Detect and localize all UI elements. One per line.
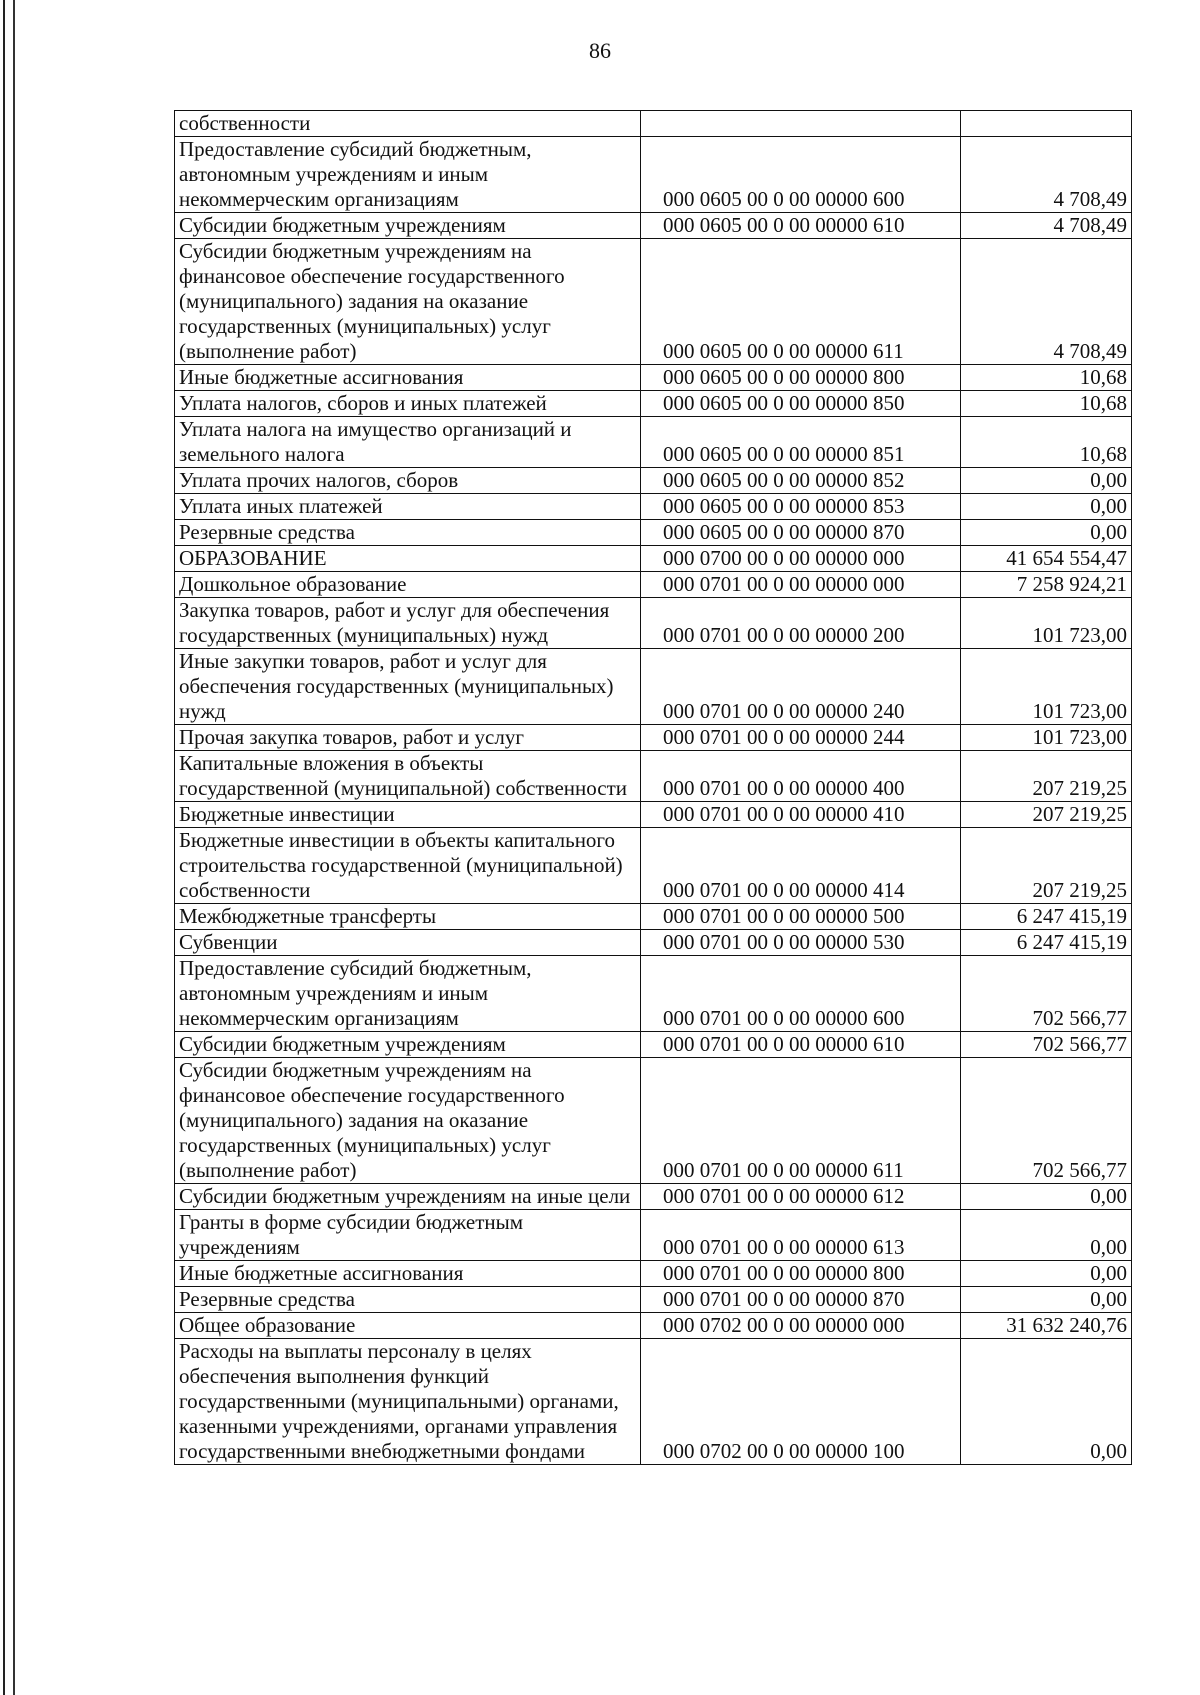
- amount-cell: 4 708,49: [961, 213, 1132, 239]
- table-row: [175, 1313, 1132, 1339]
- amount-cell: 10,68: [961, 365, 1132, 391]
- budget-code-cell: 000 0605 00 0 00 00000 853: [641, 494, 961, 520]
- table-row: [175, 213, 1132, 239]
- expense-name-cell: Резервные средства: [175, 520, 641, 546]
- table-row: [175, 1184, 1132, 1210]
- scan-edge-line: [13, 0, 15, 1695]
- amount-cell: 207 219,25: [961, 802, 1132, 828]
- amount-cell: 10,68: [961, 417, 1132, 468]
- table-row: [175, 725, 1132, 751]
- budget-code-cell: 000 0701 00 0 00 00000 600: [641, 956, 961, 1032]
- budget-code-cell: 000 0701 00 0 00 00000 611: [641, 1058, 961, 1184]
- budget-code-cell: 000 0701 00 0 00 00000 800: [641, 1261, 961, 1287]
- expense-name-cell: Субсидии бюджетным учреждениям на иные цели: [175, 1184, 641, 1210]
- table-row: [175, 828, 1132, 904]
- table-row: [175, 546, 1132, 572]
- budget-code-cell: 000 0605 00 0 00 00000 870: [641, 520, 961, 546]
- table-row: [175, 1210, 1132, 1261]
- expense-name-cell: Дошкольное образование: [175, 572, 641, 598]
- expense-name-cell: Субсидии бюджетным учреждениям: [175, 1032, 641, 1058]
- amount-cell: 4 708,49: [961, 137, 1132, 213]
- expense-name-cell: Субсидии бюджетным учреждениям: [175, 213, 641, 239]
- table-row: [175, 956, 1132, 1032]
- expense-name-cell: Уплата налогов, сборов и иных платежей: [175, 391, 641, 417]
- expense-name-cell: Предоставление субсидий бюджетным, автономным учреждениям и иным некоммерческим организациям: [175, 137, 641, 213]
- budget-code-cell: 000 0701 00 0 00 00000 612: [641, 1184, 961, 1210]
- expense-name-cell: Расходы на выплаты персоналу в целях обеспечения выполнения функций государственными (муниципальными) органами, казенными учреждениями, органами управления государственными внебюджетными фондами: [175, 1339, 641, 1465]
- amount-cell: 0,00: [961, 494, 1132, 520]
- budget-code-cell: 000 0701 00 0 00 00000 414: [641, 828, 961, 904]
- amount-cell: 4 708,49: [961, 239, 1132, 365]
- expense-name-cell: Закупка товаров, работ и услуг для обеспечения государственных (муниципальных) нужд: [175, 598, 641, 649]
- amount-cell: 7 258 924,21: [961, 572, 1132, 598]
- budget-code-cell: 000 0701 00 0 00 00000 870: [641, 1287, 961, 1313]
- budget-code-cell: 000 0605 00 0 00 00000 610: [641, 213, 961, 239]
- expense-name-cell: Межбюджетные трансферты: [175, 904, 641, 930]
- expense-name-cell: Гранты в форме субсидии бюджетным учреждениям: [175, 1210, 641, 1261]
- budget-code-cell: 000 0701 00 0 00 00000 400: [641, 751, 961, 802]
- amount-cell: 0,00: [961, 468, 1132, 494]
- budget-code-cell: 000 0605 00 0 00 00000 850: [641, 391, 961, 417]
- table-row: [175, 598, 1132, 649]
- amount-cell: 6 247 415,19: [961, 904, 1132, 930]
- table-row: [175, 572, 1132, 598]
- expense-name-cell: Предоставление субсидий бюджетным, автономным учреждениям и иным некоммерческим организациям: [175, 956, 641, 1032]
- expense-name-cell: Иные бюджетные ассигнования: [175, 1261, 641, 1287]
- expense-name-cell: Субвенции: [175, 930, 641, 956]
- budget-code-cell: 000 0605 00 0 00 00000 800: [641, 365, 961, 391]
- amount-cell: 702 566,77: [961, 1058, 1132, 1184]
- table-row: [175, 1261, 1132, 1287]
- amount-cell: 0,00: [961, 520, 1132, 546]
- amount-cell: 101 723,00: [961, 598, 1132, 649]
- table-row: [175, 904, 1132, 930]
- budget-table: [174, 110, 1132, 1465]
- amount-cell: 0,00: [961, 1261, 1132, 1287]
- table-row: [175, 520, 1132, 546]
- table-row: [175, 494, 1132, 520]
- budget-code-cell: 000 0605 00 0 00 00000 851: [641, 417, 961, 468]
- amount-cell: 702 566,77: [961, 1032, 1132, 1058]
- budget-code-cell: [641, 111, 961, 137]
- amount-cell: 6 247 415,19: [961, 930, 1132, 956]
- table-row: [175, 1058, 1132, 1184]
- amount-cell: 0,00: [961, 1339, 1132, 1465]
- table-row: [175, 1339, 1132, 1465]
- amount-cell: 101 723,00: [961, 649, 1132, 725]
- amount-cell: 0,00: [961, 1210, 1132, 1261]
- expense-name-cell: ОБРАЗОВАНИЕ: [175, 546, 641, 572]
- expense-name-cell: Прочая закупка товаров, работ и услуг: [175, 725, 641, 751]
- budget-code-cell: 000 0605 00 0 00 00000 600: [641, 137, 961, 213]
- budget-code-cell: 000 0701 00 0 00 00000 530: [641, 930, 961, 956]
- expense-name-cell: Субсидии бюджетным учреждениям на финансовое обеспечение государственного (муниципального) задания на оказание государственных (муниципальных) услуг (выполнение работ): [175, 239, 641, 365]
- expense-name-cell: Субсидии бюджетным учреждениям на финансовое обеспечение государственного (муниципального) задания на оказание государственных (муниципальных) услуг (выполнение работ): [175, 1058, 641, 1184]
- table-row: [175, 417, 1132, 468]
- budget-code-cell: 000 0701 00 0 00 00000 613: [641, 1210, 961, 1261]
- amount-cell: 0,00: [961, 1287, 1132, 1313]
- table-row: [175, 365, 1132, 391]
- table-row: [175, 930, 1132, 956]
- expense-name-cell: Общее образование: [175, 1313, 641, 1339]
- table-row: [175, 137, 1132, 213]
- budget-code-cell: 000 0702 00 0 00 00000 000: [641, 1313, 961, 1339]
- amount-cell: 10,68: [961, 391, 1132, 417]
- expense-name-cell: Уплата прочих налогов, сборов: [175, 468, 641, 494]
- table-row: [175, 649, 1132, 725]
- amount-cell: 31 632 240,76: [961, 1313, 1132, 1339]
- amount-cell: 207 219,25: [961, 828, 1132, 904]
- amount-cell: 101 723,00: [961, 725, 1132, 751]
- expense-name-cell: Капитальные вложения в объекты государственной (муниципальной) собственности: [175, 751, 641, 802]
- amount-cell: 702 566,77: [961, 956, 1132, 1032]
- table-row: [175, 1032, 1132, 1058]
- budget-code-cell: 000 0605 00 0 00 00000 852: [641, 468, 961, 494]
- table-row: [175, 111, 1132, 137]
- expense-name-cell: Иные закупки товаров, работ и услуг для обеспечения государственных (муниципальных) нужд: [175, 649, 641, 725]
- expense-name-cell: Уплата налога на имущество организаций и земельного налога: [175, 417, 641, 468]
- scan-edge-line: [3, 0, 5, 1695]
- budget-code-cell: 000 0701 00 0 00 00000 244: [641, 725, 961, 751]
- amount-cell: 207 219,25: [961, 751, 1132, 802]
- expense-name-cell: Уплата иных платежей: [175, 494, 641, 520]
- expense-name-cell: Бюджетные инвестиции: [175, 802, 641, 828]
- budget-code-cell: 000 0701 00 0 00 00000 240: [641, 649, 961, 725]
- expense-name-cell: Иные бюджетные ассигнования: [175, 365, 641, 391]
- table-row: [175, 802, 1132, 828]
- table-row: [175, 391, 1132, 417]
- table-row: [175, 751, 1132, 802]
- budget-code-cell: 000 0701 00 0 00 00000 410: [641, 802, 961, 828]
- amount-cell: 41 654 554,47: [961, 546, 1132, 572]
- expense-name-cell: собственности: [175, 111, 641, 137]
- budget-code-cell: 000 0701 00 0 00 00000 500: [641, 904, 961, 930]
- amount-cell: 0,00: [961, 1184, 1132, 1210]
- budget-code-cell: 000 0700 00 0 00 00000 000: [641, 546, 961, 572]
- table-row: [175, 468, 1132, 494]
- amount-cell: [961, 111, 1132, 137]
- budget-code-cell: 000 0701 00 0 00 00000 610: [641, 1032, 961, 1058]
- expense-name-cell: Бюджетные инвестиции в объекты капитального строительства государственной (муниципальной) собственности: [175, 828, 641, 904]
- budget-code-cell: 000 0702 00 0 00 00000 100: [641, 1339, 961, 1465]
- budget-code-cell: 000 0701 00 0 00 00000 000: [641, 572, 961, 598]
- budget-code-cell: 000 0701 00 0 00 00000 200: [641, 598, 961, 649]
- budget-code-cell: 000 0605 00 0 00 00000 611: [641, 239, 961, 365]
- page-number: 86: [589, 38, 611, 63]
- table-row: [175, 239, 1132, 365]
- expense-name-cell: Резервные средства: [175, 1287, 641, 1313]
- table-row: [175, 1287, 1132, 1313]
